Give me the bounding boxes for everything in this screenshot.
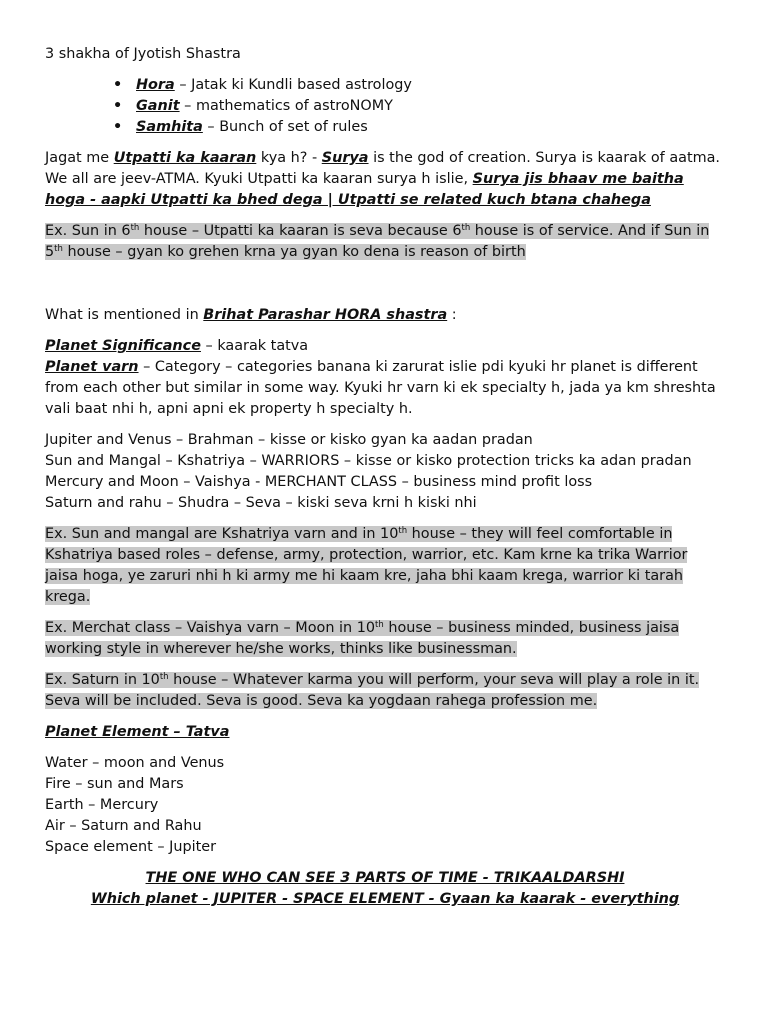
superscript: th <box>159 672 169 682</box>
text-run: house – Whatever karma you will perform, your seva will play a role in it. Seva will be included. Seva is good. Seva ka yogdaan rahega profession me. <box>45 672 700 709</box>
emphasis-varn: Planet varn <box>45 359 139 375</box>
list-item <box>136 75 725 96</box>
paragraph-brihat <box>45 305 725 326</box>
superscript: th <box>375 620 384 630</box>
emphasis-surya-bhaav: Surya jis bhaav me baitha hoga - aapki Utpatti ka bhed dega | Utpatti se related kuch btana chahega <box>45 171 684 208</box>
emphasis-jupiter: Which planet - JUPITER - SPACE ELEMENT - Gyaan ka kaarak - everything <box>90 891 680 907</box>
emphasis-surya: Surya <box>321 150 369 166</box>
list-item: Mercury and Moon – Vaishya - MERCHANT CLASS – business mind profit loss <box>45 474 593 490</box>
element-list <box>45 753 725 858</box>
term-samhita: Samhita <box>136 119 203 135</box>
list-item <box>136 117 725 138</box>
line-significance <box>45 336 725 357</box>
list-item: Jupiter and Venus – Brahman – kisse or kisko gyan ka aadan pradan <box>45 432 533 448</box>
term-desc: – mathematics of astroNOMY <box>179 98 393 114</box>
list-item: Air – Saturn and Rahu <box>45 818 202 834</box>
term-desc: – Jatak ki Kundli based astrology <box>174 77 412 93</box>
term-ganit: Ganit <box>136 98 180 114</box>
list-item: Water – moon and Venus <box>45 755 225 771</box>
list-item: Sun and Mangal – Kshatriya – WARRIORS – kisse or kisko protection tricks ka adan pradan <box>45 453 692 469</box>
shakha-list <box>45 75 725 138</box>
line-varn <box>45 357 725 420</box>
text-run: – Category – categories banana ki zarurat islie pdi kyuki hr planet is different from each other but similar in some way. Kyuki hr varn ki ek specialty h, jada ya km shreshta vali baat nhi h, apni apni ek property h specialty h. <box>45 359 716 417</box>
closing-line-1 <box>45 868 725 889</box>
list-item: Saturn and rahu – Shudra – Seva – kiski seva krni h kiski nhi <box>45 495 477 511</box>
document-page <box>45 44 725 910</box>
text-run: house is of service. And if Sun in 5 <box>45 223 710 260</box>
superscript: th <box>398 526 408 536</box>
emphasis-brihat: Brihat Parashar HORA shastra <box>203 307 448 323</box>
text-run: Ex. Sun and mangal are Kshatriya varn and in 10 <box>45 526 399 542</box>
list-item <box>136 96 725 117</box>
text-run: house – gyan ko grehen krna ya gyan ko dena is reason of birth <box>62 244 526 260</box>
emphasis-utpatti: Utpatti ka kaaran <box>113 150 257 166</box>
superscript: th <box>130 223 140 233</box>
text-run: What is mentioned in <box>45 307 204 323</box>
superscript: th <box>54 244 63 254</box>
list-item: Space element – Jupiter <box>45 839 217 855</box>
list-item: Earth – Mercury <box>45 797 159 813</box>
superscript: th <box>461 223 471 233</box>
planet-definitions <box>45 336 725 420</box>
text-run: Jagat me <box>45 150 114 166</box>
closing-line-2 <box>45 889 725 910</box>
paragraph-jagat <box>45 148 725 211</box>
list-item: Fire – sun and Mars <box>45 776 184 792</box>
text-run: house – Utpatti ka kaaran is seva because 6 <box>139 223 462 239</box>
text-run: – kaarak tatva <box>200 338 309 354</box>
spacer <box>45 273 725 305</box>
text-run: kya h? - <box>256 150 322 166</box>
text-run: Ex. Saturn in 10 <box>45 672 160 688</box>
text-run: : <box>447 307 457 323</box>
emphasis-trikaaldarshi: THE ONE WHO CAN SEE 3 PARTS OF TIME - TRIKAALDARSHI <box>145 870 625 886</box>
term-hora: Hora <box>136 77 175 93</box>
varn-list <box>45 430 725 514</box>
term-desc: – Bunch of set of rules <box>202 119 368 135</box>
heading-shakha: 3 shakha of Jyotish Shastra <box>45 46 241 62</box>
text-run: Ex. Merchat class – Vaishya varn – Moon in 10 <box>45 620 376 636</box>
emphasis-element: Planet Element – Tatva <box>45 724 230 740</box>
text-run: house – they will feel comfortable in Kshatriya based roles – defense, army, protection, warrior, etc. Kam krne ka trika Warrior jaisa hoga, ye zaruri nhi h ki army me hi kaam kre, jaha bhi kaam krega, warrior ki tarah krega. <box>45 526 688 605</box>
text-run: is the god of creation. Surya is kaarak of aatma. We all are jeev-ATMA. Kyuki Utpatti ka kaaran surya h islie, <box>45 150 721 187</box>
example-saturn-highlight <box>45 670 725 712</box>
example-sun-highlight <box>45 221 725 263</box>
text-run: house – business minded, business jaisa working style in wherever he/she works, thinks like businessman. <box>45 620 680 657</box>
example-mangal-highlight <box>45 524 725 608</box>
element-heading <box>45 722 725 743</box>
example-merchant-highlight <box>45 618 725 660</box>
emphasis-significance: Planet Significance <box>45 338 201 354</box>
text-run: Ex. Sun in 6 <box>45 223 131 239</box>
